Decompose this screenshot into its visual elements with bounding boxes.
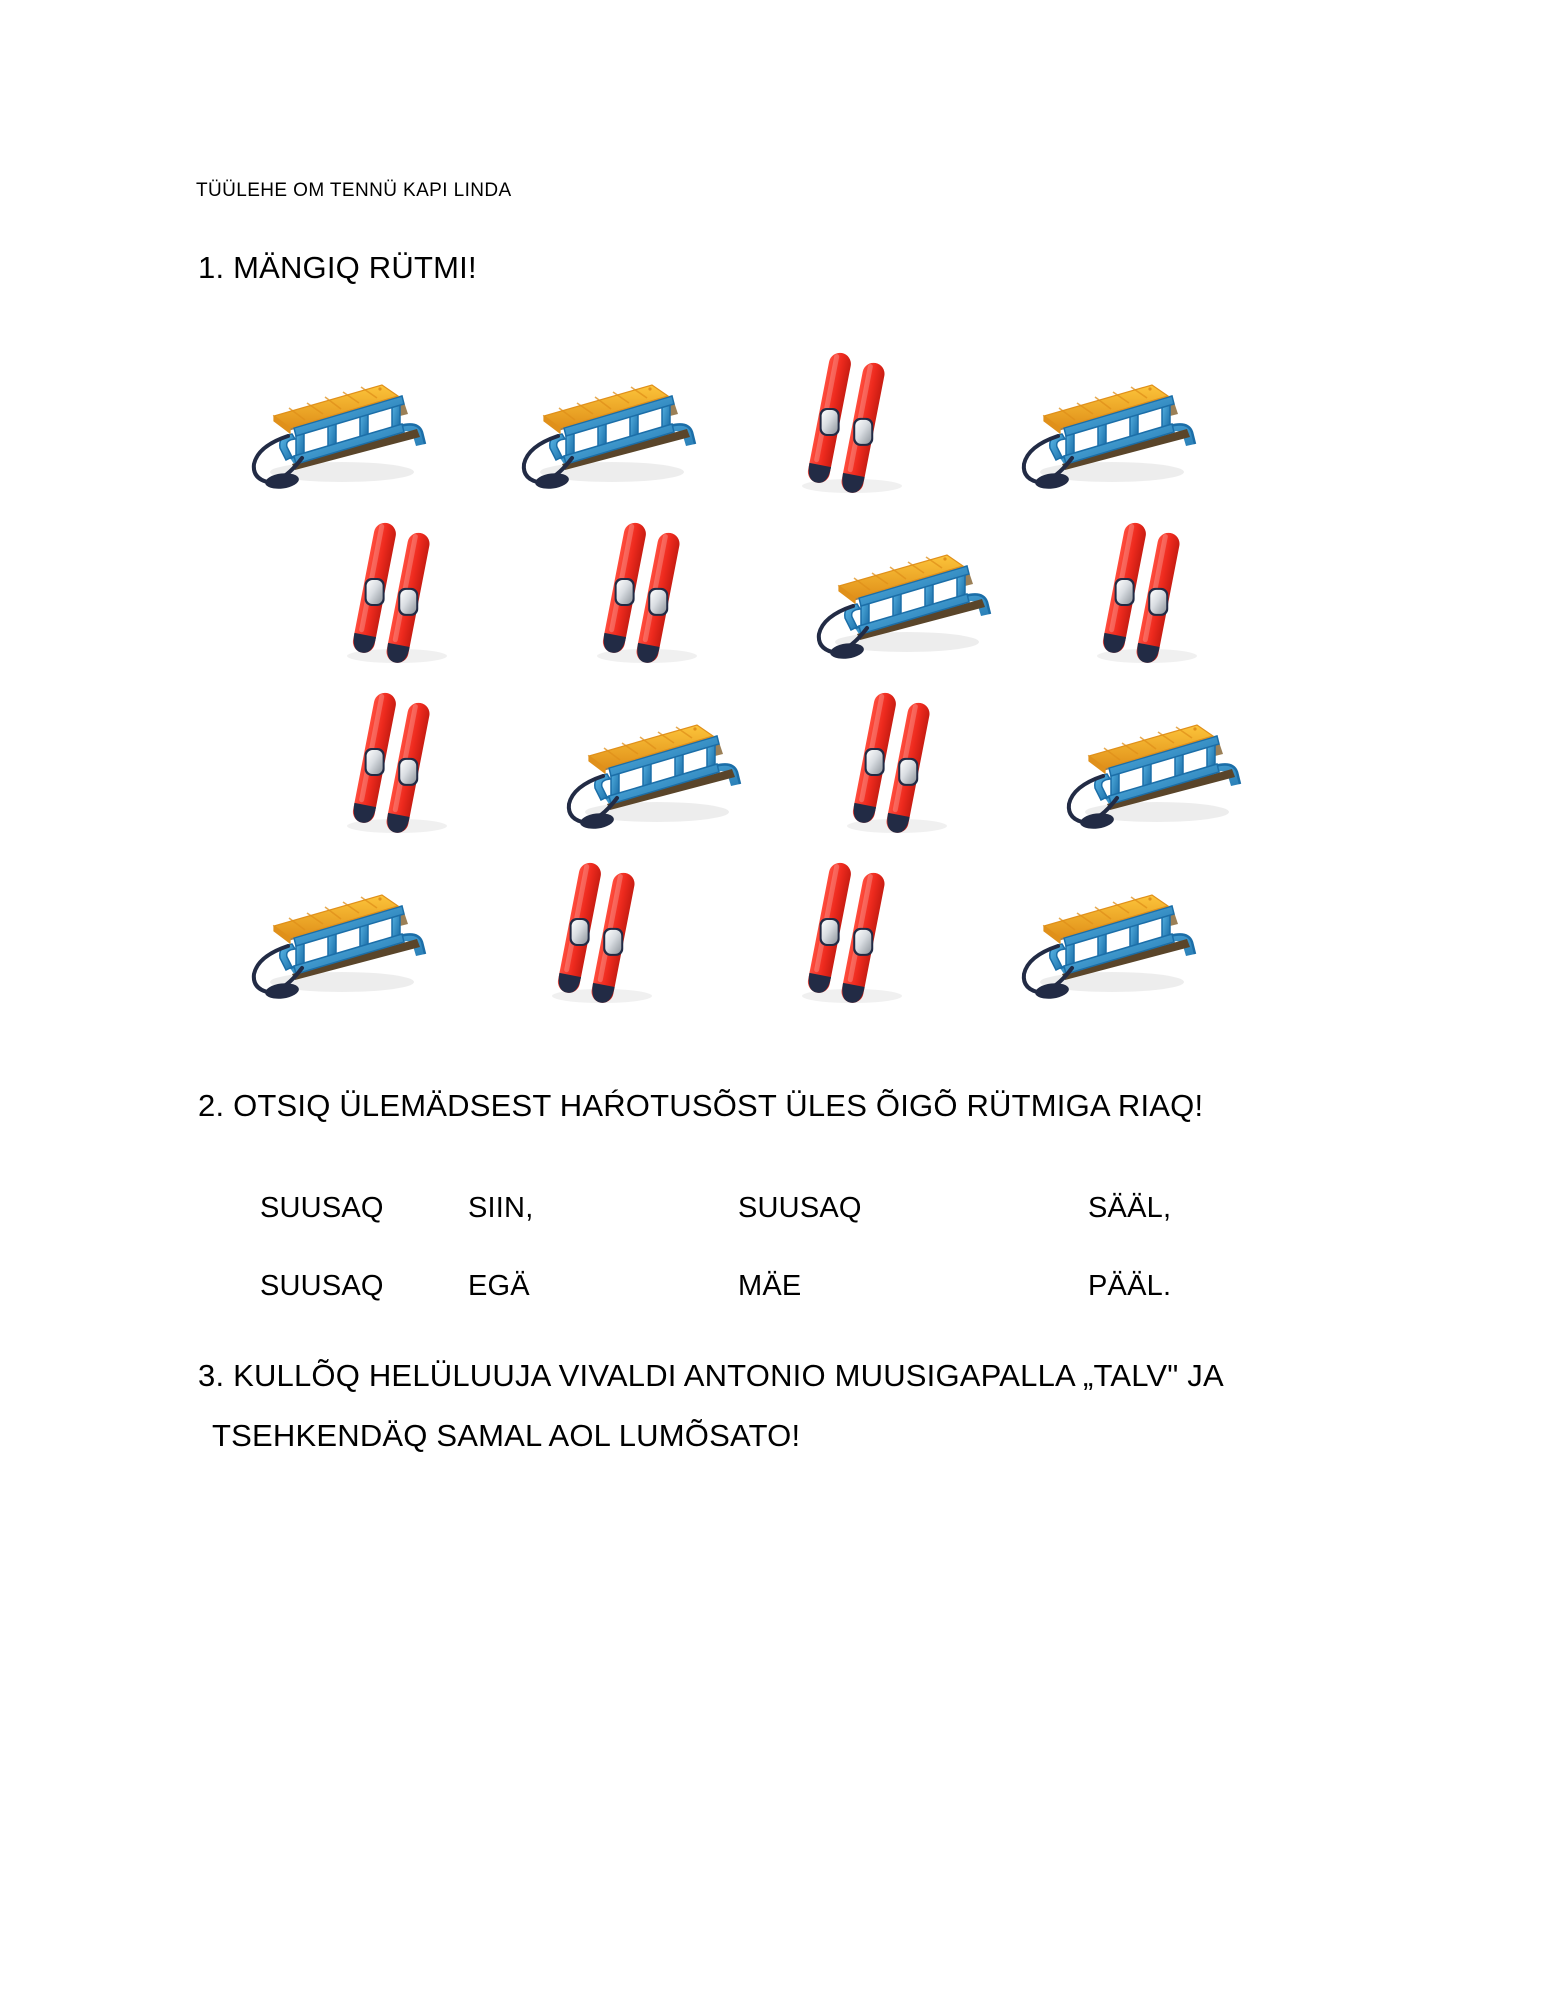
header-note: TÜÜLEHE OM TENNÜ KAPI LINDA bbox=[196, 180, 512, 201]
sled-icon bbox=[232, 340, 432, 500]
verse-word: MÄE bbox=[738, 1270, 802, 1302]
rhythm-row bbox=[212, 850, 1212, 1020]
skis-icon bbox=[752, 850, 952, 1010]
sled-icon bbox=[232, 850, 432, 1010]
verse-table bbox=[198, 1192, 1318, 1348]
sled-icon bbox=[797, 510, 997, 670]
verse-word: SUUSAQ bbox=[260, 1192, 384, 1224]
sled-icon bbox=[547, 680, 747, 840]
verse-word: SUUSAQ bbox=[260, 1270, 384, 1302]
verse-word: PÄÄL. bbox=[1088, 1270, 1172, 1302]
verse-word: SÄÄL, bbox=[1088, 1192, 1172, 1224]
skis-icon bbox=[752, 340, 952, 500]
verse-word: SUUSAQ bbox=[738, 1192, 862, 1224]
skis-icon bbox=[547, 510, 747, 670]
task3-heading-line1: 3. KULLÕQ HELÜLUUJA VIVALDI ANTONIO MUUSIGAPALLA „TALV" JA bbox=[198, 1358, 1224, 1393]
skis-icon bbox=[297, 510, 497, 670]
rhythm-row bbox=[212, 510, 1212, 680]
skis-icon bbox=[1047, 510, 1247, 670]
skis-icon bbox=[297, 680, 497, 840]
verse-row bbox=[198, 1270, 1318, 1348]
sled-icon bbox=[1047, 680, 1247, 840]
verse-word: SIIN, bbox=[468, 1192, 534, 1224]
rhythm-row bbox=[212, 680, 1212, 850]
task2-heading: 2. OTSIQ ÜLEMÄDSEST HAŔOTUSÕST ÜLES ÕIGÕ RÜTMIGA RIAQ! bbox=[198, 1088, 1204, 1123]
sled-icon bbox=[1002, 340, 1202, 500]
task1-heading: 1. MÄNGIQ RÜTMI! bbox=[198, 250, 477, 285]
rhythm-picture-grid bbox=[212, 340, 1212, 1020]
sled-icon bbox=[1002, 850, 1202, 1010]
verse-word: EGÄ bbox=[468, 1270, 530, 1302]
skis-icon bbox=[502, 850, 702, 1010]
task3-heading-line2: TSEHKENDÄQ SAMAL AOL LUMÕSATO! bbox=[212, 1418, 801, 1453]
rhythm-row bbox=[212, 340, 1212, 510]
verse-row bbox=[198, 1192, 1318, 1270]
sled-icon bbox=[502, 340, 702, 500]
skis-icon bbox=[797, 680, 997, 840]
